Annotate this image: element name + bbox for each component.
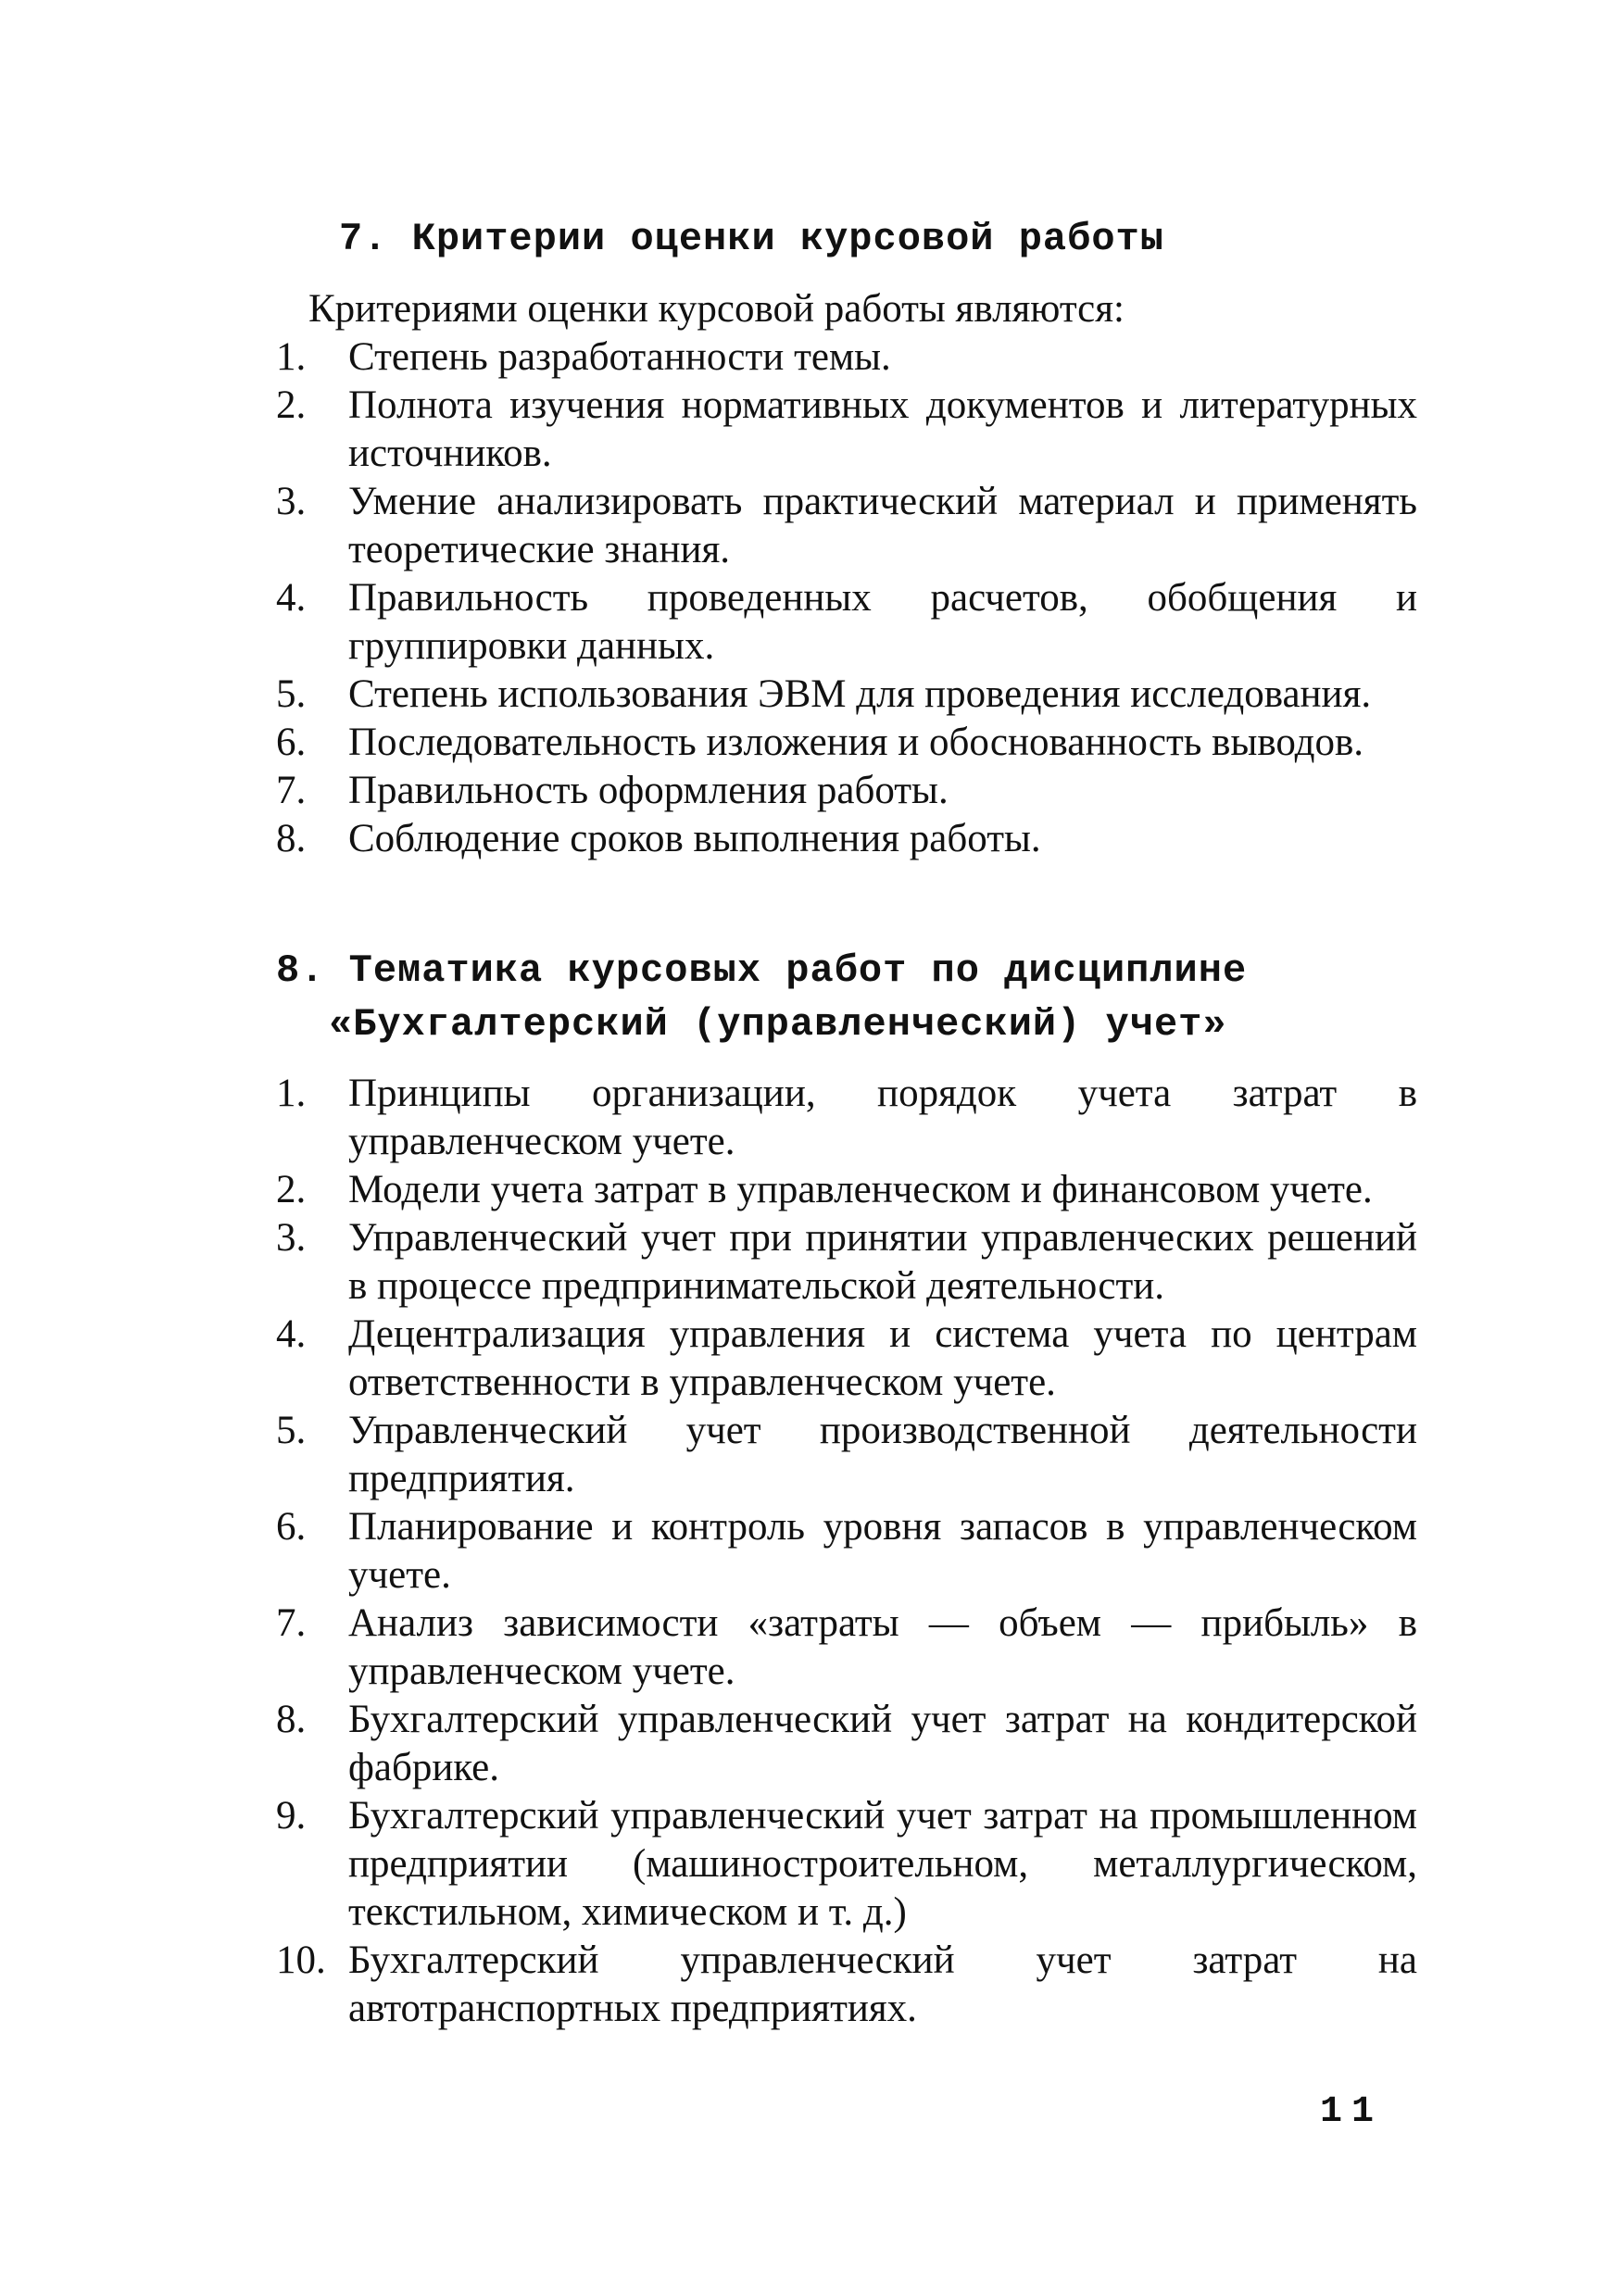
list-item-number: 3. (276, 480, 307, 523)
list-item-text: Степень использования ЭВМ для проведения исследования. (348, 672, 1372, 716)
list-item-number: 2. (276, 383, 307, 427)
list-item-text: Модели учета затрат в управленческом и финансовом учете. (348, 1168, 1373, 1211)
page-number: 11 (1320, 2091, 1384, 2133)
section-7-title: 7. Критерии оценки курсовой работы (339, 217, 1164, 261)
list-item-number: 1. (276, 335, 307, 379)
list-item-text: Правильность проведенных расчетов, обобщения и группировки данных. (348, 576, 1417, 668)
list-item-number: 9. (276, 1794, 307, 1838)
topics-list (276, 1070, 1417, 2033)
list-item-text: Умение анализировать практический материал и применять теоретические знания. (348, 480, 1417, 571)
list-item-number: 3. (276, 1216, 307, 1260)
list-item (276, 1214, 1417, 1311)
list-item-number: 6. (276, 1505, 307, 1549)
list-item-number: 1. (276, 1072, 307, 1115)
list-item (276, 767, 1417, 815)
list-item-text: Управленческий учет производственной деятельности предприятия. (348, 1409, 1417, 1500)
list-item (276, 1070, 1417, 1166)
list-item (276, 1166, 1417, 1214)
list-item-number: 8. (276, 817, 307, 860)
list-item (276, 333, 1417, 382)
list-item (276, 719, 1417, 767)
list-item (276, 1407, 1417, 1503)
list-item-number: 7. (276, 769, 307, 812)
list-item (276, 1937, 1417, 2033)
list-item-text: Соблюдение сроков выполнения работы. (348, 817, 1041, 860)
list-item-number: 8. (276, 1698, 307, 1741)
list-item-text: Анализ зависимости «затраты — объем — прибыль» в управленческом учете. (348, 1601, 1417, 1693)
list-item (276, 1696, 1417, 1792)
list-item-number: 4. (276, 576, 307, 620)
list-item (276, 1311, 1417, 1407)
list-item-number: 7. (276, 1601, 307, 1645)
list-item-number: 6. (276, 721, 307, 764)
list-item-text: Полнота изучения нормативных документов и литературных источников. (348, 383, 1417, 475)
list-item-number: 5. (276, 672, 307, 716)
list-item (276, 1600, 1417, 1696)
list-item-text: Децентрализация управления и система учета по центрам ответственности в управленческом учете. (348, 1312, 1417, 1404)
list-item (276, 815, 1417, 863)
list-item-text: Бухгалтерский управленческий учет затрат на автотранспортных предприятиях. (348, 1938, 1417, 2030)
list-item (276, 1792, 1417, 1937)
list-item-text: Бухгалтерский управленческий учет затрат на промышленном предприятии (машиностроительном, металлургическом, текстильном, химическом и т. д.) (348, 1794, 1417, 1934)
list-item-text: Степень разработанности темы. (348, 335, 891, 379)
list-item-number: 10. (276, 1938, 326, 1982)
list-item-text: Последовательность изложения и обоснованность выводов. (348, 721, 1364, 764)
list-item (276, 574, 1417, 671)
list-item-text: Бухгалтерский управленческий учет затрат на кондитерской фабрике. (348, 1698, 1417, 1789)
criteria-list (276, 333, 1417, 863)
list-item-text: Планирование и контроль уровня запасов в управленческом учете. (348, 1505, 1417, 1597)
list-item (276, 382, 1417, 478)
list-item (276, 1503, 1417, 1600)
list-item-text: Управленческий учет при принятии управленческих решений в процессе предпринимательской деятельности. (348, 1216, 1417, 1308)
section-8-title-line-1: 8. Тематика курсовых работ по дисциплине (276, 948, 1248, 993)
list-item (276, 671, 1417, 719)
list-item-number: 5. (276, 1409, 307, 1452)
list-item-text: Принципы организации, порядок учета затрат в управленческом учете. (348, 1072, 1417, 1163)
section-7-intro: Критериями оценки курсовой работы являются: (308, 287, 1125, 331)
list-item-text: Правильность оформления работы. (348, 769, 949, 812)
list-item-number: 4. (276, 1312, 307, 1356)
section-8-title-line-2: «Бухгалтерский (управленческий) учет» (329, 1002, 1227, 1047)
list-item (276, 478, 1417, 574)
list-item-number: 2. (276, 1168, 307, 1211)
